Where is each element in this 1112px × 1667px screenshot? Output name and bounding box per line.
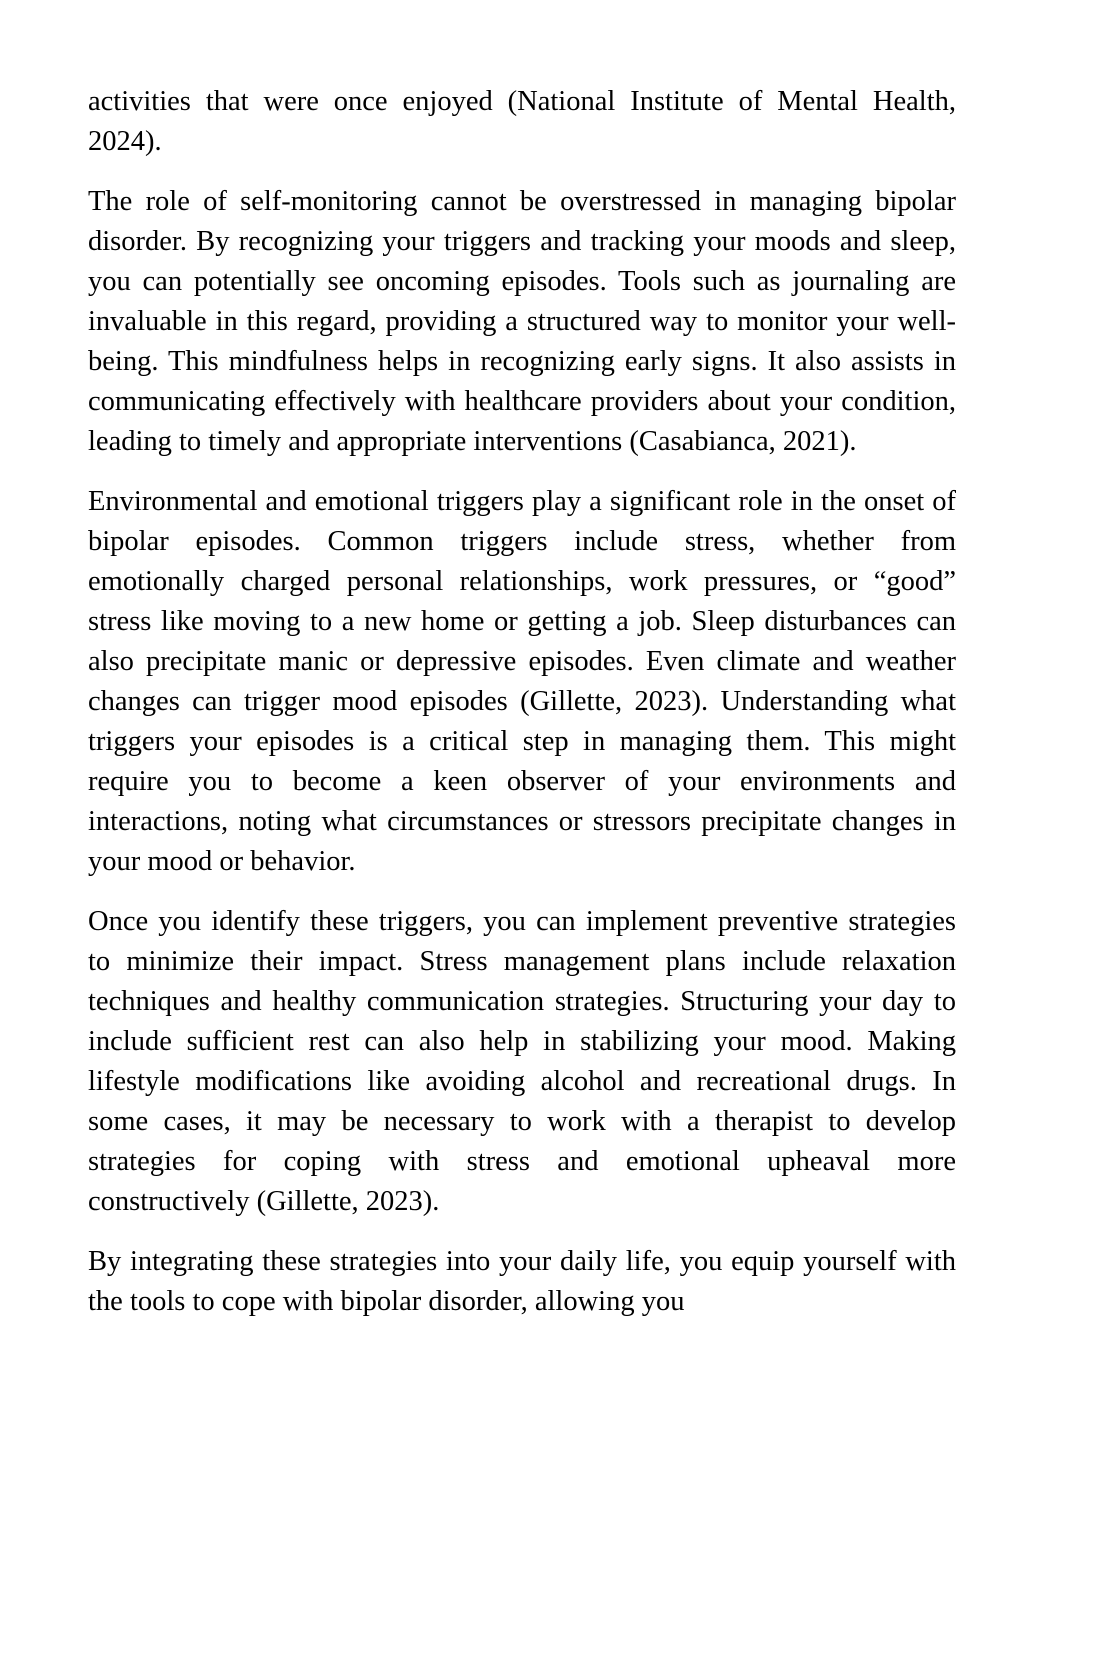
text-column <box>88 82 956 1322</box>
paragraph-integrating: By integrating these strategies into your daily life, you equip yourself with the tools to cope with bipolar disorder, allowing you <box>88 1246 956 1317</box>
paragraph-continued-activities: activities that were once enjoyed (National Institute of Mental Health, 2024). <box>88 86 956 157</box>
paragraph-triggers: Environmental and emotional triggers play a significant role in the onset of bipolar episodes. Common triggers include stress, whether from emotionally charged personal relationships, work pressures, or “good” stress like moving to a new home or getting a job. Sleep disturbances can also precipitate manic or depressive episodes. Even climate and weather changes can trigger mood episodes (Gillette, 2023). Understanding what triggers your episodes is a critical step in managing them. This might require you to become a keen observer of your environments and interactions, noting what circumstances or stressors precipitate changes in your mood or behavior. <box>88 486 956 877</box>
paragraph-self-monitoring: The role of self-monitoring cannot be overstressed in managing bipolar disorder. By recognizing your triggers and tracking your moods and sleep, you can potentially see oncoming episodes. Tools such as journaling are invaluable in this regard, providing a structured way to monitor your well-being. This mindfulness helps in recognizing early signs. It also assists in communicating effectively with healthcare providers about your condition, leading to timely and appropriate interventions (Casabianca, 2021). <box>88 186 956 457</box>
paragraph-preventive-strategies: Once you identify these triggers, you can implement preventive strategies to minimize their impact. Stress management plans include relaxation techniques and healthy communication strategies. Structuring your day to include sufficient rest can also help in stabilizing your mood. Making lifestyle modifications like avoiding alcohol and recreational drugs. In some cases, it may be necessary to work with a therapist to develop strategies for coping with stress and emotional upheaval more constructively (Gillette, 2023). <box>88 906 956 1217</box>
